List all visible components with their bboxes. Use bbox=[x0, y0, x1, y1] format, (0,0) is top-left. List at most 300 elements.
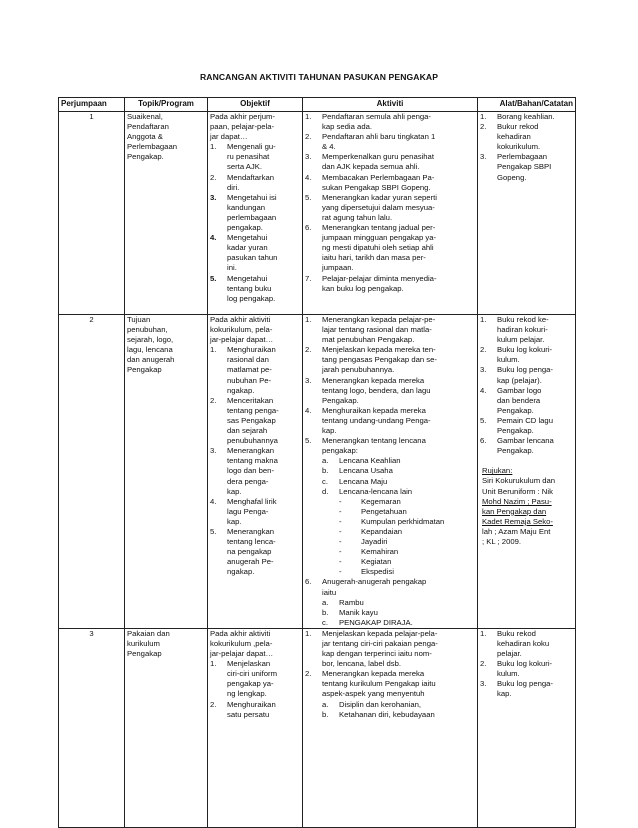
item-number: 4. bbox=[305, 405, 312, 415]
objective-item bbox=[210, 233, 300, 273]
item-text bbox=[227, 446, 300, 496]
activity-item bbox=[305, 193, 475, 223]
document-title: RANCANGAN AKTIVITI TAHUNAN PASUKAN PENGAKAP bbox=[199, 72, 439, 82]
cell-alat bbox=[478, 315, 576, 629]
cell-perjumpaan: 1 bbox=[59, 112, 125, 315]
sub-item bbox=[322, 700, 475, 710]
dash-list bbox=[339, 497, 475, 578]
sub-text: Manik kayu bbox=[339, 607, 378, 617]
topic-line: Perlembagaan bbox=[127, 142, 178, 152]
item-text-line: serta AJK. bbox=[227, 162, 263, 172]
item-text bbox=[497, 345, 573, 365]
item-text-line: dan bendera bbox=[497, 395, 541, 405]
sub-text: PENGAKAP DIRAJA. bbox=[339, 617, 413, 627]
item-number: 1. bbox=[305, 628, 312, 638]
activity-item bbox=[305, 629, 475, 669]
item-number: 2. bbox=[210, 699, 217, 709]
tool-item bbox=[480, 679, 573, 699]
item-text-line: Mengetahui bbox=[227, 233, 268, 243]
item-text-line: jumpaan mingguan pengakap ya- bbox=[322, 233, 437, 243]
item-text-line: logo dan ben- bbox=[227, 466, 275, 476]
item-text bbox=[497, 679, 573, 699]
item-text-line: ini. bbox=[227, 263, 237, 273]
dash-text: Kemahiran bbox=[361, 547, 399, 557]
dash-item bbox=[339, 507, 475, 517]
item-text bbox=[227, 274, 300, 304]
objective-item-list bbox=[210, 142, 300, 304]
dash-marker: - bbox=[339, 516, 342, 526]
tool-item-list bbox=[480, 315, 573, 456]
item-text-line: ngakap. bbox=[227, 567, 255, 577]
topic-line: Pengakap bbox=[127, 649, 162, 659]
objective-item bbox=[210, 274, 300, 304]
item-text bbox=[322, 376, 475, 406]
item-text-line: Membacakan Perlembagaan Pa- bbox=[322, 172, 435, 182]
item-text bbox=[497, 112, 573, 122]
item-number: 4. bbox=[480, 385, 487, 395]
sub-item bbox=[322, 477, 475, 487]
item-text-line: Buku rekod ke- bbox=[497, 315, 549, 324]
header-objektif: Objektif bbox=[208, 98, 303, 112]
item-text-line: sukan Pengakap SBPI Gopeng. bbox=[322, 182, 431, 192]
item-text bbox=[497, 659, 573, 679]
objective-intro-line: jar-pelajar dapat… bbox=[210, 649, 274, 659]
item-text-line: ngakap. bbox=[227, 385, 255, 395]
objective-intro-line: paan, pelajar-pela- bbox=[210, 122, 275, 132]
dash-item bbox=[339, 537, 475, 547]
sub-item bbox=[322, 608, 475, 618]
item-number: 3. bbox=[480, 679, 487, 689]
item-text-line: jar tentang ciri-ciri pakaian penga- bbox=[322, 639, 438, 648]
cell-topik bbox=[125, 315, 208, 629]
topic-line: sejarah, logo, bbox=[127, 335, 174, 345]
tool-item bbox=[480, 152, 573, 182]
objective-item bbox=[210, 497, 300, 527]
item-text-line: kap dengan terperinci iaitu nom- bbox=[322, 649, 432, 659]
dash-marker: - bbox=[339, 567, 342, 577]
item-number: 3. bbox=[210, 192, 217, 202]
item-text-line: Menerangkan tentang jadual per- bbox=[322, 223, 436, 233]
item-text-line: Menerangkan kepada pelajar-pe- bbox=[322, 315, 436, 324]
item-text-line: kap (pelajar). bbox=[497, 375, 542, 385]
item-number: 6. bbox=[305, 577, 312, 587]
item-number: 3. bbox=[305, 152, 312, 162]
objective-item bbox=[210, 659, 300, 699]
item-text-line: kap. bbox=[322, 426, 337, 436]
item-text-line: kokurikulum. bbox=[497, 142, 541, 152]
item-text-line: pasukan tahun bbox=[227, 253, 278, 263]
item-text-line: Mendaftarkan bbox=[227, 172, 275, 182]
item-text-line: log pengakap. bbox=[227, 293, 276, 303]
sub-text: Lencana-lencana lain bbox=[339, 486, 413, 496]
dash-item bbox=[339, 567, 475, 577]
reference-line: Unit Beruniform : Nik bbox=[482, 486, 553, 496]
item-text bbox=[227, 233, 300, 273]
item-text-line: Memperkenalkan guru penasihat bbox=[322, 152, 434, 162]
cell-aktiviti bbox=[303, 315, 478, 629]
topic-line: lagu, lencana bbox=[127, 345, 173, 355]
sub-item bbox=[322, 710, 475, 720]
activity-item bbox=[305, 345, 475, 375]
sub-text: Lencana Usaha bbox=[339, 466, 393, 476]
item-text-line: diri. bbox=[227, 182, 240, 192]
item-number: 2. bbox=[480, 345, 487, 355]
item-number: 5. bbox=[480, 415, 487, 425]
sub-text: Ketahanan diri, kebudayaan bbox=[339, 709, 435, 719]
item-text bbox=[322, 315, 475, 345]
item-text-line: ru penasihat bbox=[227, 152, 270, 162]
item-text-line: jarah penubuhannya. bbox=[322, 365, 395, 375]
item-text bbox=[322, 274, 475, 294]
item-text-line: ciri-ciri uniform bbox=[227, 669, 277, 679]
item-text-line: Menghafal lirik bbox=[227, 496, 277, 506]
item-text bbox=[497, 416, 573, 436]
table-header-row bbox=[59, 98, 576, 112]
cell-objektif bbox=[208, 628, 303, 827]
dash-text: Jayadiri bbox=[361, 537, 388, 547]
activity-item bbox=[305, 669, 475, 699]
topic-line: dan anugerah bbox=[127, 355, 175, 365]
item-number: 1. bbox=[210, 142, 217, 152]
item-text-line: Menghuraikan bbox=[227, 699, 276, 709]
activity-item bbox=[305, 223, 475, 273]
objective-intro-line: Pada akhir perjum- bbox=[210, 112, 275, 121]
item-text-line: Mengetahui bbox=[227, 273, 268, 283]
item-text-line: Pendaftaran semula ahli penga- bbox=[322, 112, 431, 121]
objective-item bbox=[210, 173, 300, 193]
dash-text: Kegiatan bbox=[361, 557, 392, 567]
item-text bbox=[322, 406, 475, 436]
item-text-line: Buku log penga- bbox=[497, 679, 553, 689]
objective-item bbox=[210, 345, 300, 395]
item-text bbox=[497, 315, 573, 345]
activity-item-list bbox=[305, 112, 475, 294]
item-text-line: perlembagaan bbox=[227, 212, 277, 222]
activity-item bbox=[305, 577, 475, 597]
item-text-line: pengakap ya- bbox=[227, 679, 274, 689]
objective-item bbox=[210, 700, 300, 720]
item-number: 5. bbox=[305, 436, 312, 446]
topic-line: Pengakap. bbox=[127, 152, 164, 162]
item-text bbox=[497, 152, 573, 182]
item-text bbox=[322, 345, 475, 375]
dash-marker: - bbox=[339, 526, 342, 536]
header-perjumpaan: Perjumpaan bbox=[59, 98, 125, 112]
activity-item bbox=[305, 173, 475, 193]
item-text bbox=[322, 193, 475, 223]
item-number: 3. bbox=[480, 365, 487, 375]
activity-item bbox=[305, 112, 475, 132]
activity-plan-table bbox=[58, 97, 576, 828]
item-text bbox=[322, 577, 475, 597]
header-alat: Alat/Bahan/Catatan bbox=[478, 98, 576, 112]
item-number: 1. bbox=[305, 315, 312, 324]
item-number: 3. bbox=[480, 152, 487, 162]
objective-item-list bbox=[210, 659, 300, 720]
item-text bbox=[322, 223, 475, 273]
item-number: 1. bbox=[480, 628, 487, 638]
sub-letter: b. bbox=[322, 466, 329, 476]
objective-item-list bbox=[210, 345, 300, 577]
dash-item bbox=[339, 547, 475, 557]
item-text-line: Pengakap. bbox=[497, 426, 534, 436]
item-text-line: Pengakap. bbox=[497, 446, 534, 456]
item-text-line: kulum pelajar. bbox=[497, 335, 545, 345]
table-row bbox=[59, 628, 576, 827]
dash-text: Kumpulan perkhidmatan bbox=[361, 516, 445, 526]
item-text-line: Buku log kokuri- bbox=[497, 345, 553, 355]
item-text-line: Borang keahlian. bbox=[497, 112, 555, 121]
objective-intro-line: Pada akhir aktiviti bbox=[210, 628, 271, 638]
item-text-line: kadar yuran bbox=[227, 243, 268, 253]
item-text-line: Buku log kokuri- bbox=[497, 659, 553, 669]
item-text-line: Mengetahui isi bbox=[227, 192, 277, 202]
header-topik: Topik/Program bbox=[125, 98, 208, 112]
dash-marker: - bbox=[339, 537, 342, 547]
item-text bbox=[227, 173, 300, 193]
cell-topik bbox=[125, 112, 208, 315]
item-text-line: tentang lenca- bbox=[227, 537, 276, 547]
sub-letter: d. bbox=[322, 486, 329, 496]
item-number: 6. bbox=[480, 436, 487, 446]
sub-letter: b. bbox=[322, 607, 329, 617]
item-text-line: Menjelaskan bbox=[227, 659, 271, 669]
sub-letter: b. bbox=[322, 709, 329, 719]
item-text bbox=[322, 112, 475, 132]
sub-list bbox=[322, 598, 475, 628]
item-text-line: penubuhannya bbox=[227, 436, 278, 446]
item-text-line: jumpaan. bbox=[322, 263, 354, 273]
sub-letter: a. bbox=[322, 699, 329, 709]
item-number: 3. bbox=[210, 446, 217, 456]
cell-objektif bbox=[208, 315, 303, 629]
item-number: 1. bbox=[305, 112, 312, 121]
item-number: 1. bbox=[480, 315, 487, 324]
item-number: 3. bbox=[305, 375, 312, 385]
cell-alat bbox=[478, 112, 576, 315]
topic-line: penubuhan, bbox=[127, 325, 168, 335]
item-text-line: dan sejarah bbox=[227, 426, 268, 436]
item-number: 2. bbox=[210, 395, 217, 405]
item-text-line: rasional dan bbox=[227, 355, 269, 365]
item-text-line: tentang penga- bbox=[227, 405, 279, 415]
item-text bbox=[497, 122, 573, 152]
topic-line: Suaikenal, bbox=[127, 112, 163, 121]
activity-item bbox=[305, 406, 475, 436]
item-text-line: Gambar lencana bbox=[497, 436, 554, 446]
item-text-line: yang dipersetujui dalam mesyua- bbox=[322, 202, 435, 212]
activity-item bbox=[305, 436, 475, 456]
item-number: 4. bbox=[210, 496, 217, 506]
item-text-line: ng mesti dipatuhi oleh setiap ahli bbox=[322, 243, 434, 253]
cell-topik bbox=[125, 628, 208, 827]
activity-item bbox=[305, 132, 475, 152]
activity-item bbox=[305, 274, 475, 294]
dash-text: Ekspedisi bbox=[361, 567, 394, 577]
item-text bbox=[227, 193, 300, 233]
tool-item bbox=[480, 345, 573, 365]
item-text-line: Menerangkan kepada mereka bbox=[322, 375, 425, 385]
objective-intro-line: Pada akhir aktiviti bbox=[210, 315, 271, 324]
reference-line: Mohd Nazim ; Pasu- bbox=[482, 496, 552, 506]
cell-alat bbox=[478, 628, 576, 827]
item-text-line: Bukur rekod bbox=[497, 122, 539, 132]
tool-item bbox=[480, 416, 573, 436]
cell-perjumpaan: 3 bbox=[59, 628, 125, 827]
dash-marker: - bbox=[339, 557, 342, 567]
item-text bbox=[322, 173, 475, 193]
header-aktiviti: Aktiviti bbox=[303, 98, 478, 112]
reference-line: ; KL ; 2009. bbox=[482, 536, 522, 546]
objective-intro-line: jar dapat… bbox=[210, 132, 248, 142]
sub-item bbox=[322, 618, 475, 628]
item-text-line: Gopeng. bbox=[497, 172, 527, 182]
item-number: 2. bbox=[305, 132, 312, 142]
reference-title: Rujukan: bbox=[482, 466, 513, 476]
objective-intro-line: jar-pelajar dapat… bbox=[210, 335, 274, 345]
item-text bbox=[497, 365, 573, 385]
item-text-line: dan AJK kepada semua ahli. bbox=[322, 162, 420, 172]
item-text-line: Menceritakan bbox=[227, 395, 274, 405]
item-text-line: pelajar. bbox=[497, 649, 522, 659]
sub-text: Lencana Keahlian bbox=[339, 456, 401, 466]
sub-letter: c. bbox=[322, 617, 328, 627]
sub-letter: a. bbox=[322, 597, 329, 607]
item-text-line: Menghuraikan bbox=[227, 345, 276, 355]
item-text-line: rat agung tahun lalu. bbox=[322, 212, 393, 222]
item-text-line: pengakap: bbox=[322, 446, 358, 456]
item-text-line: kulum. bbox=[497, 355, 520, 365]
item-text-line: Pengakap. bbox=[497, 405, 534, 415]
tool-item bbox=[480, 112, 573, 122]
reference-line: lah ; Azam Maju Ent bbox=[482, 526, 551, 536]
item-text-line: lajar tentang rasional dan matla- bbox=[322, 325, 432, 335]
sub-letter: c. bbox=[322, 476, 328, 486]
tool-item bbox=[480, 365, 573, 385]
item-text bbox=[497, 629, 573, 659]
item-text-line: bor, lencana, label dsb. bbox=[322, 659, 402, 669]
item-text bbox=[497, 386, 573, 416]
item-text-line: Menerangkan tentang lencana bbox=[322, 436, 426, 446]
item-number: 4. bbox=[210, 233, 217, 243]
item-number: 2. bbox=[210, 172, 217, 182]
sub-letter: a. bbox=[322, 456, 329, 466]
tool-item bbox=[480, 436, 573, 456]
item-text-line: tentang kurikulum Pengakap iaitu bbox=[322, 679, 436, 689]
item-number: 2. bbox=[480, 122, 487, 132]
tool-item bbox=[480, 659, 573, 679]
dash-marker: - bbox=[339, 496, 342, 506]
dash-text: Pengetahuan bbox=[361, 506, 407, 516]
item-text-line: Pengakap SBPI bbox=[497, 162, 552, 172]
activity-item-list bbox=[305, 629, 475, 720]
tool-item bbox=[480, 315, 573, 345]
item-text-line: tentang undang-undang Penga- bbox=[322, 415, 431, 425]
dash-marker: - bbox=[339, 506, 342, 516]
item-number: 1. bbox=[210, 659, 217, 669]
topic-line: Pakaian dan bbox=[127, 628, 170, 638]
objective-item bbox=[210, 193, 300, 233]
sub-text: Lencana Maju bbox=[339, 476, 388, 486]
item-text-line: Menerangkan kadar yuran seperti bbox=[322, 192, 437, 202]
dash-marker: - bbox=[339, 547, 342, 557]
item-text-line: aspek-aspek yang menyentuh bbox=[322, 689, 425, 699]
dash-item bbox=[339, 517, 475, 527]
item-number: 7. bbox=[305, 273, 312, 283]
item-number: 5. bbox=[210, 526, 217, 536]
item-text-line: anugerah Pe- bbox=[227, 557, 274, 567]
activity-item bbox=[305, 315, 475, 345]
tool-item bbox=[480, 122, 573, 152]
item-text-line: Pemain CD lagu bbox=[497, 415, 553, 425]
item-text bbox=[227, 700, 300, 720]
item-text-line: Menjelaskan kepada mereka ten- bbox=[322, 345, 436, 355]
item-text-line: tentang makna bbox=[227, 456, 278, 466]
item-text-line: kulum. bbox=[497, 669, 520, 679]
activity-item-list bbox=[305, 315, 475, 628]
objective-item bbox=[210, 527, 300, 577]
item-text-line: lagu Penga- bbox=[227, 506, 269, 516]
item-text-line: iaitu bbox=[322, 587, 337, 597]
item-text-line: Menjelaskan kepada pelajar-pela- bbox=[322, 628, 438, 638]
tool-item bbox=[480, 629, 573, 659]
topic-line: Pendaftaran bbox=[127, 122, 169, 132]
item-text-line: sas Pengakap bbox=[227, 415, 276, 425]
item-text-line: Buku log penga- bbox=[497, 365, 553, 375]
tool-item bbox=[480, 386, 573, 416]
tool-item-list bbox=[480, 112, 573, 183]
item-text-line: tentang logo, bendera, dan lagu bbox=[322, 385, 431, 395]
cell-aktiviti bbox=[303, 628, 478, 827]
sub-item bbox=[322, 466, 475, 476]
item-text-line: satu persatu bbox=[227, 709, 270, 719]
cell-perjumpaan: 2 bbox=[59, 315, 125, 629]
item-text bbox=[227, 497, 300, 527]
sub-item bbox=[322, 598, 475, 608]
objective-intro-line: kokurikulum, pela- bbox=[210, 325, 273, 335]
item-text-line: & 4. bbox=[322, 142, 336, 152]
item-text-line: nubuhan Pe- bbox=[227, 375, 272, 385]
item-text bbox=[322, 669, 475, 699]
dash-item bbox=[339, 557, 475, 567]
sub-text: Disiplin dan kerohanian, bbox=[339, 699, 422, 709]
item-text bbox=[227, 659, 300, 699]
item-text bbox=[227, 142, 300, 172]
item-text-line: Perlembagaan bbox=[497, 152, 548, 162]
item-text bbox=[322, 152, 475, 172]
item-text-line: Buku rekod bbox=[497, 628, 536, 638]
item-text-line: kan buku log pengakap. bbox=[322, 283, 404, 293]
item-number: 4. bbox=[305, 172, 312, 182]
item-text-line: kap sedia ada. bbox=[322, 122, 373, 132]
item-text-line: kap. bbox=[497, 689, 512, 699]
item-text bbox=[227, 527, 300, 577]
topic-line: kurikulum bbox=[127, 639, 160, 648]
item-text bbox=[322, 629, 475, 669]
item-text-line: Anugerah-anugerah pengakap bbox=[322, 577, 427, 587]
dash-text: Kegemaran bbox=[361, 496, 401, 506]
activity-item bbox=[305, 152, 475, 172]
item-text-line: kehadiran koku bbox=[497, 639, 550, 648]
item-text-line: kehadiran bbox=[497, 132, 531, 142]
sub-text: Rambu bbox=[339, 597, 364, 607]
reference-block bbox=[480, 466, 573, 547]
dash-text: Kepandaian bbox=[361, 526, 403, 536]
item-text-line: dera penga- bbox=[227, 476, 269, 486]
cell-aktiviti bbox=[303, 112, 478, 315]
sub-list bbox=[322, 700, 475, 720]
sub-item bbox=[322, 456, 475, 466]
